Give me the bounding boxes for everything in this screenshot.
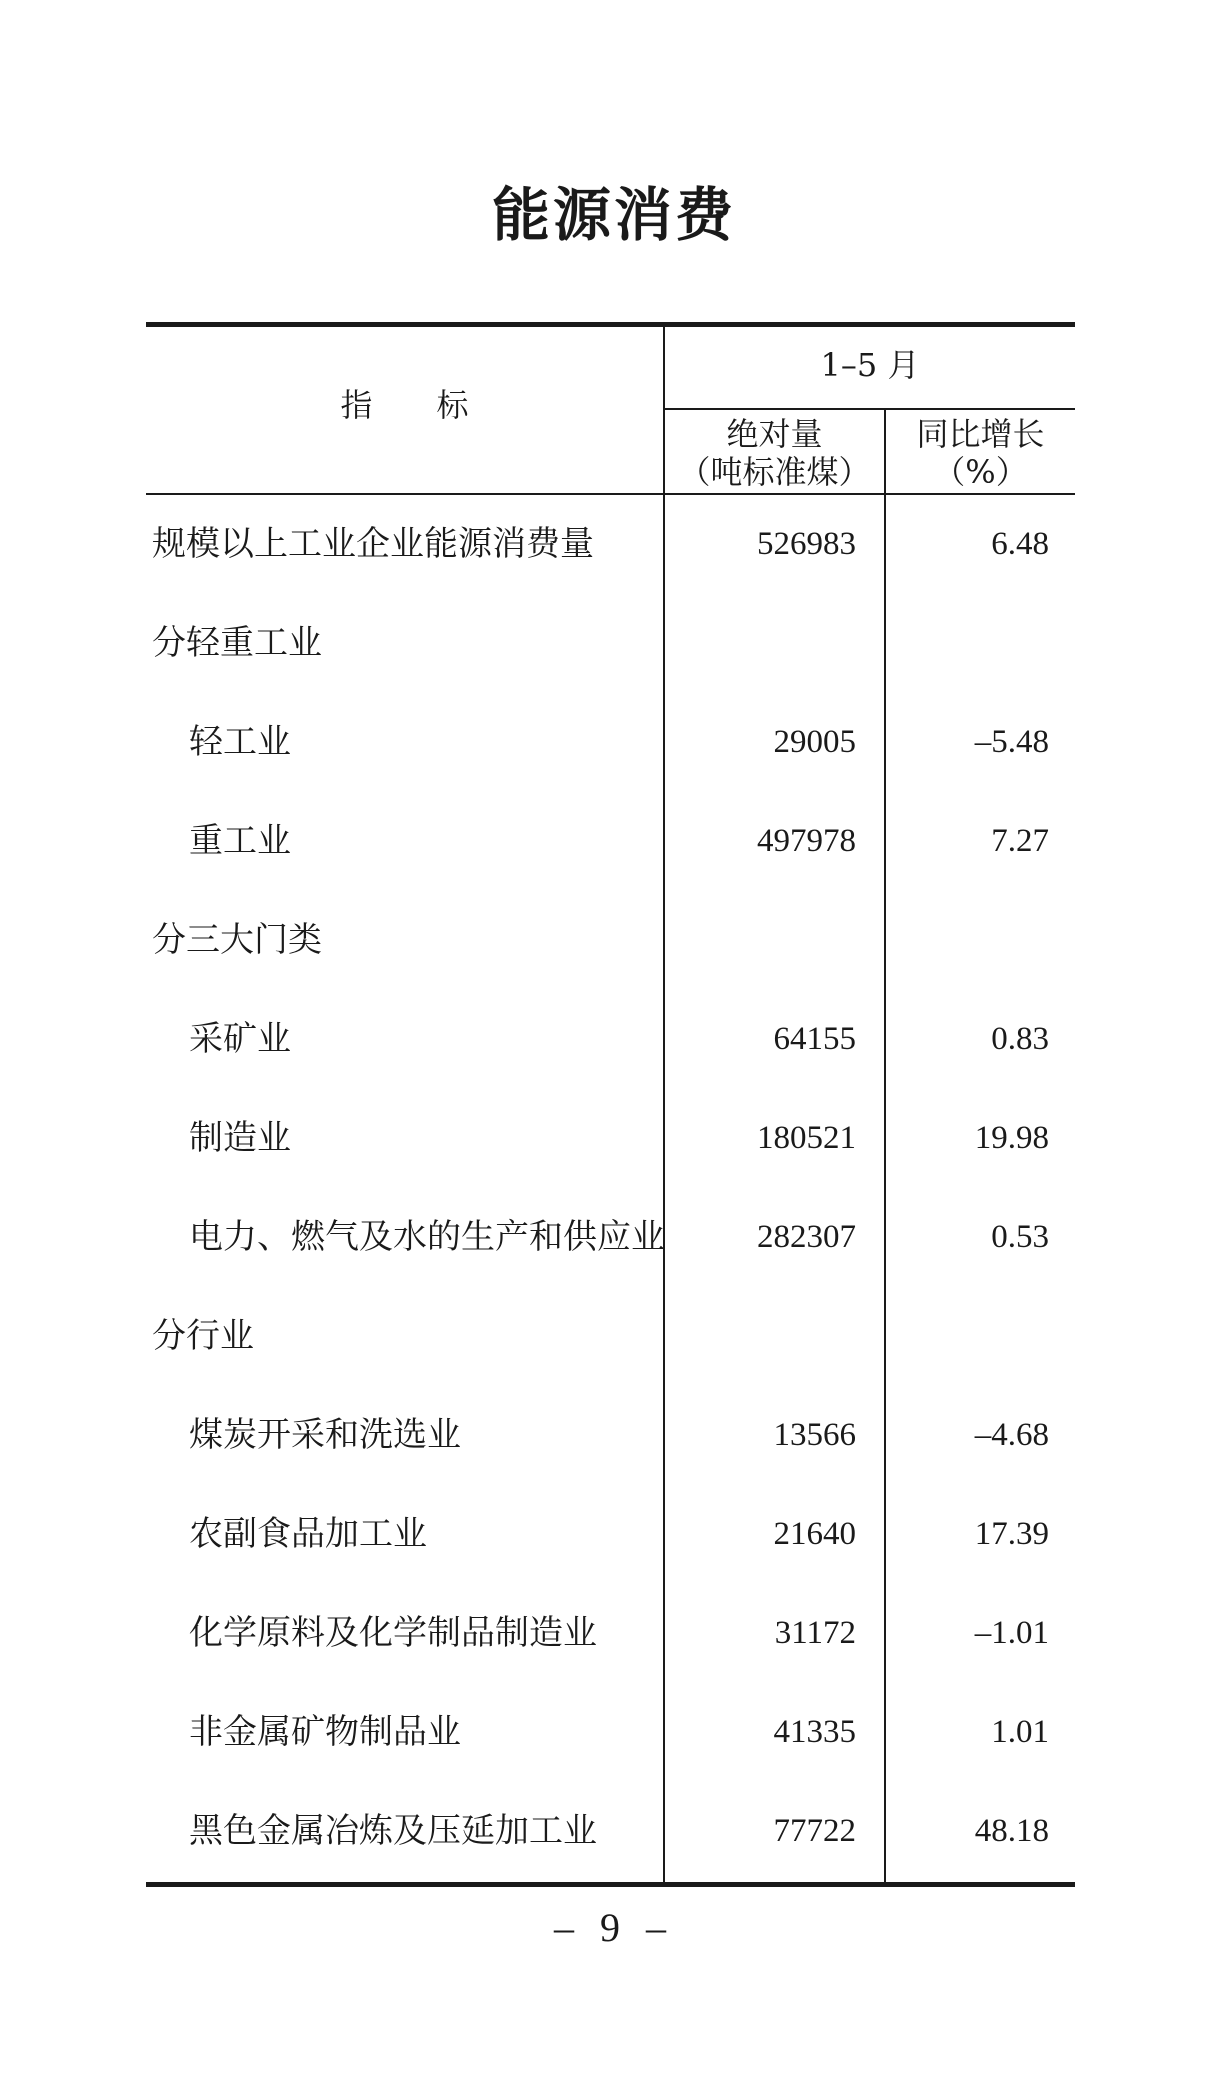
table-bottom-rule — [146, 1882, 1075, 1887]
row-yoy-growth: –5.48 — [974, 724, 1049, 760]
header-yoy-growth-unit: （%） — [933, 453, 1028, 491]
table-row — [146, 693, 1075, 792]
table-row — [146, 1485, 1075, 1584]
header-period: 1–5 月 — [820, 346, 920, 384]
row-absolute-value: 13566 — [773, 1417, 856, 1453]
row-yoy-growth: 0.83 — [991, 1021, 1049, 1057]
header-yoy-growth-line1: 同比增长 — [916, 415, 1045, 453]
row-label: 分轻重工业 — [152, 623, 322, 663]
row-absolute-value: 29005 — [773, 724, 856, 760]
row-label: 煤炭开采和洗选业 — [189, 1415, 461, 1455]
row-absolute-value: 21640 — [773, 1516, 856, 1552]
row-label: 电力、燃气及水的生产和供应业 — [189, 1217, 665, 1257]
row-absolute-value: 77722 — [773, 1813, 856, 1849]
row-label: 分三大门类 — [152, 920, 322, 960]
page-title: 能源消费 — [491, 181, 736, 249]
row-label: 采矿业 — [189, 1019, 291, 1059]
row-yoy-growth: –4.68 — [974, 1417, 1049, 1453]
table-row — [146, 1782, 1075, 1881]
table-row — [146, 594, 1075, 693]
table-top-rule — [146, 322, 1075, 327]
row-absolute-value: 497978 — [757, 823, 856, 859]
row-label: 化学原料及化学制品制造业 — [189, 1613, 597, 1653]
row-yoy-growth: 1.01 — [991, 1714, 1049, 1750]
table-row — [146, 1089, 1075, 1188]
row-yoy-growth: 6.48 — [991, 526, 1049, 562]
row-label: 黑色金属冶炼及压延加工业 — [189, 1811, 597, 1851]
table-row — [146, 1188, 1075, 1287]
table-row — [146, 1683, 1075, 1782]
header-absolute-value-unit: （吨标准煤） — [678, 453, 871, 491]
header-absolute-value — [665, 415, 884, 491]
row-yoy-growth: 0.53 — [991, 1219, 1049, 1255]
row-label: 非金属矿物制品业 — [189, 1712, 461, 1752]
header-mid-rule — [664, 408, 1075, 410]
table-row — [146, 1584, 1075, 1683]
row-yoy-growth: 48.18 — [974, 1813, 1049, 1849]
header-absolute-value-line1: 绝对量 — [726, 415, 823, 453]
row-absolute-value: 64155 — [773, 1021, 856, 1057]
table-row — [146, 990, 1075, 1089]
row-absolute-value: 31172 — [774, 1615, 856, 1651]
row-yoy-growth: 19.98 — [974, 1120, 1049, 1156]
row-label: 分行业 — [152, 1316, 254, 1356]
row-label: 制造业 — [189, 1118, 291, 1158]
table-row — [146, 1287, 1075, 1386]
table-row — [146, 495, 1075, 594]
row-absolute-value: 526983 — [757, 526, 856, 562]
page-number: – 9 – — [554, 1905, 674, 1950]
row-label: 农副食品加工业 — [189, 1514, 427, 1554]
header-indicator: 指 标 — [340, 386, 469, 424]
row-absolute-value: 41335 — [773, 1714, 856, 1750]
row-absolute-value: 180521 — [757, 1120, 856, 1156]
energy-consumption-table — [146, 322, 1075, 1887]
row-yoy-growth: 7.27 — [991, 823, 1049, 859]
table-row — [146, 792, 1075, 891]
row-absolute-value: 282307 — [757, 1219, 856, 1255]
row-yoy-growth: 17.39 — [974, 1516, 1049, 1552]
row-label: 轻工业 — [189, 722, 291, 762]
row-label: 重工业 — [189, 821, 291, 861]
header-yoy-growth — [886, 415, 1075, 491]
table-row — [146, 1386, 1075, 1485]
row-yoy-growth: –1.01 — [974, 1615, 1049, 1651]
row-label: 规模以上工业企业能源消费量 — [152, 524, 594, 564]
table-row — [146, 891, 1075, 990]
